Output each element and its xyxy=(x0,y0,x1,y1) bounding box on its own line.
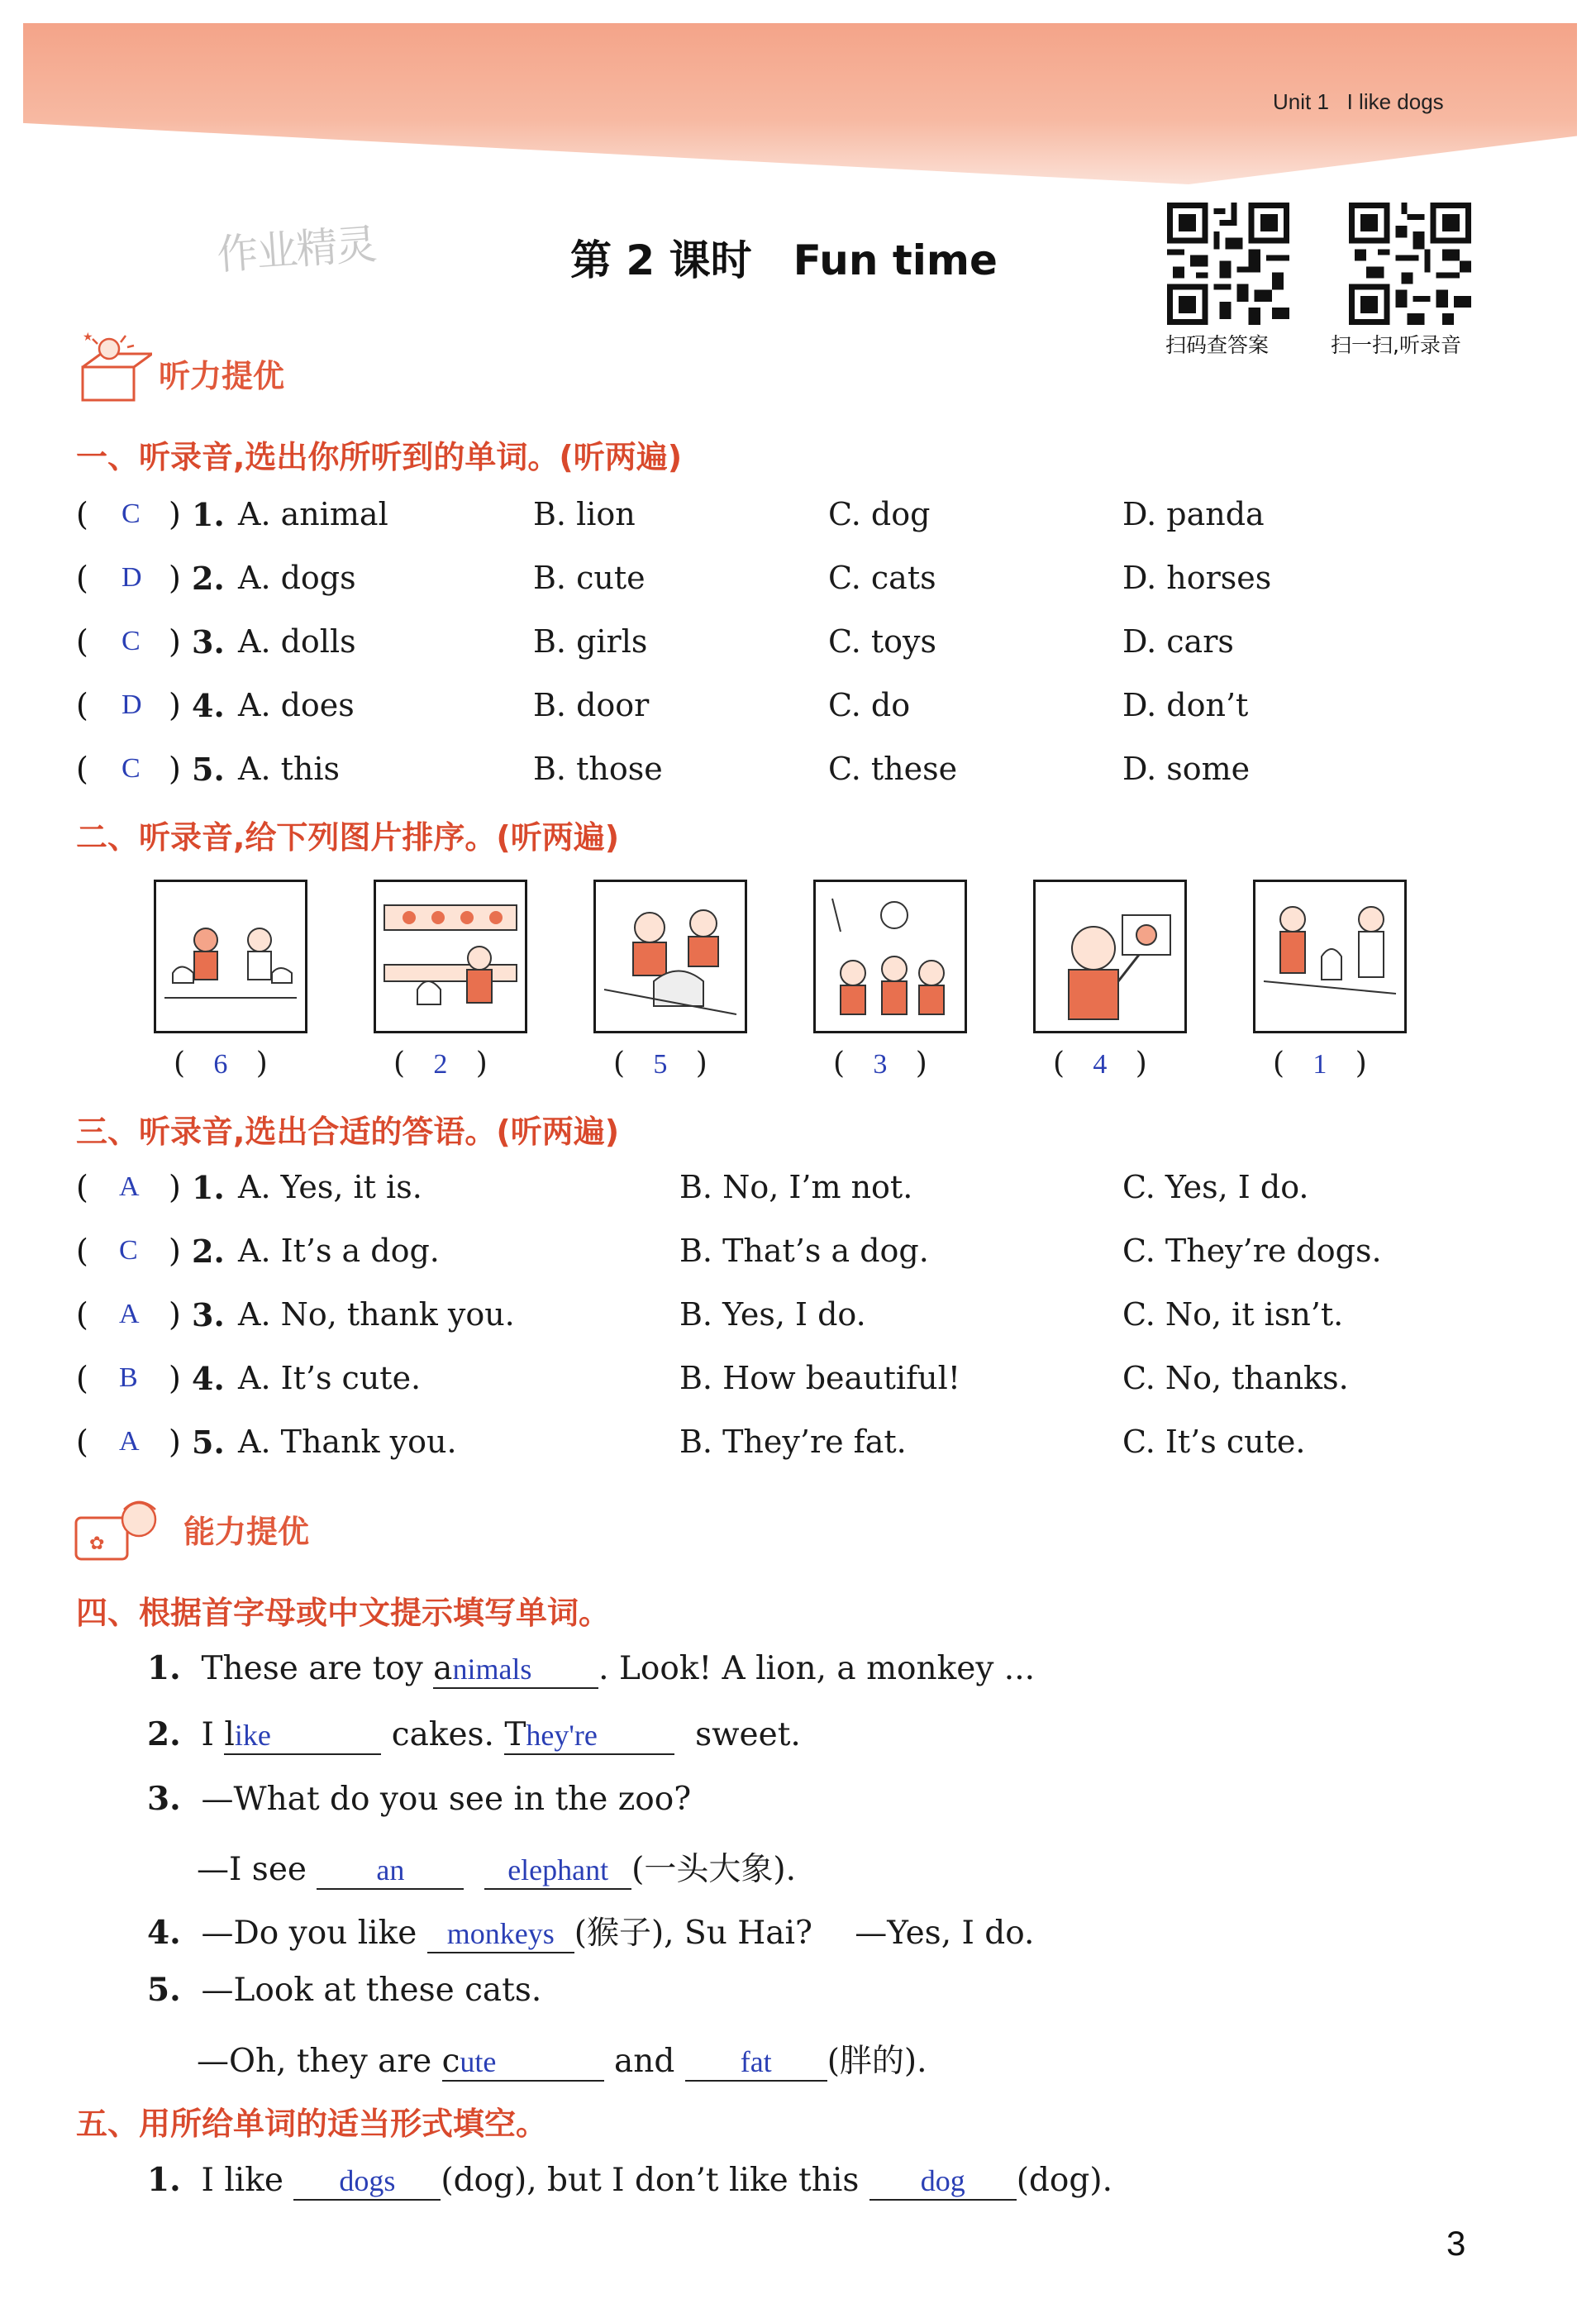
answers-qr-label: 扫码查答案 xyxy=(1165,333,1270,357)
option-b: B. those xyxy=(533,751,663,787)
question-text: and xyxy=(603,2043,685,2080)
question-number: 1. xyxy=(147,2161,181,2199)
question-text: —Do you like xyxy=(201,1915,427,1952)
option-c: C. these xyxy=(828,751,958,787)
question-text: (一头大象). xyxy=(631,1851,796,1888)
option-a: A. dolls xyxy=(238,623,356,660)
answer-mark: C xyxy=(121,498,141,529)
option-d: D. panda xyxy=(1122,496,1265,532)
option-b: B. cute xyxy=(533,560,646,596)
order-answer: 5 xyxy=(653,1049,668,1080)
option-d: D. some xyxy=(1122,751,1251,787)
question-number: 4. xyxy=(192,687,225,724)
picture-3 xyxy=(593,880,747,1033)
option-d: D. don’t xyxy=(1122,687,1249,723)
audio-qr-label: 扫一扫,听录音 xyxy=(1331,333,1461,357)
part2-heading: 二、听录音,给下列图片排序。(听两遍) xyxy=(76,819,620,856)
answer-mark: A xyxy=(119,1299,140,1329)
part1-heading: 一、听录音,选出你所听到的单词。(听两遍) xyxy=(76,439,683,475)
question-text: (猴子), Su Hai? —Yes, I do. xyxy=(574,1915,1035,1952)
answer-mark: A xyxy=(119,1426,140,1457)
answer-blank[interactable] xyxy=(869,2162,1017,2201)
form-question-1 xyxy=(147,2161,1112,2201)
audio-qr-code[interactable] xyxy=(1349,203,1471,325)
order-blank-3[interactable]: ( 5 ) xyxy=(613,1047,707,1080)
answer-text: fat xyxy=(740,2045,772,2078)
question-number: 2. xyxy=(147,1715,181,1753)
question-text: . Look! A lion, a monkey ... xyxy=(598,1650,1035,1687)
option-c: C. It’s cute. xyxy=(1122,1424,1306,1460)
answer-mark: C xyxy=(119,1235,138,1266)
option-a: A. dogs xyxy=(238,560,356,596)
fill-question-4 xyxy=(147,1907,1034,1953)
answer-mark: D xyxy=(121,562,142,593)
option-b: B. lion xyxy=(533,496,636,532)
option-c: C. They’re dogs. xyxy=(1122,1233,1382,1269)
picture-6 xyxy=(1253,880,1407,1033)
option-c: C. do xyxy=(828,687,911,723)
question-number: 1. xyxy=(192,496,225,533)
answer-text: dog xyxy=(920,2164,965,2197)
option-a: A. No, thank you. xyxy=(238,1296,515,1333)
question-number: 5. xyxy=(147,1971,181,2009)
option-a: A. It’s cute. xyxy=(238,1360,422,1396)
answer-blank[interactable] xyxy=(293,2162,441,2201)
order-blank-4[interactable]: ( 3 ) xyxy=(833,1047,927,1080)
question-text: —I see xyxy=(197,1851,317,1888)
order-blank-5[interactable]: ( 4 ) xyxy=(1053,1047,1147,1080)
question-text: I like xyxy=(201,2162,294,2199)
part4-heading: 四、根据首字母或中文提示填写单词。 xyxy=(76,1595,611,1631)
question-text: —Look at these cats. xyxy=(201,1972,542,2009)
svg-text:✿: ✿ xyxy=(89,1533,105,1554)
answer-text: nimals xyxy=(452,1653,532,1686)
question-number: 5. xyxy=(192,751,225,788)
option-d: D. horses xyxy=(1122,560,1272,596)
question-number: 3. xyxy=(147,1780,181,1818)
option-b: B. door xyxy=(533,687,650,723)
question-number: 4. xyxy=(147,1914,181,1952)
option-a: A. Yes, it is. xyxy=(238,1169,422,1205)
hint-letter: l xyxy=(224,1716,235,1753)
option-b: B. Yes, I do. xyxy=(679,1296,866,1333)
answer-text: monkeys xyxy=(446,1917,555,1950)
question-number: 5. xyxy=(192,1424,225,1461)
hint-letter: c xyxy=(441,2043,460,2080)
option-c: C. toys xyxy=(828,623,936,660)
part5-heading: 五、用所给单词的适当形式填空。 xyxy=(76,2106,548,2142)
question-number: 3. xyxy=(192,623,225,661)
hint-letter: T xyxy=(504,1716,526,1753)
unit-title: I like dogs xyxy=(1346,89,1444,114)
answer-blank[interactable] xyxy=(317,1851,464,1890)
question-text: These are toy xyxy=(201,1650,434,1687)
answer-text: ike xyxy=(234,1719,271,1752)
question-text: —Oh, they are xyxy=(197,2043,442,2080)
ability-section-icon xyxy=(73,1498,170,1567)
fill-question-2 xyxy=(147,1715,801,1755)
answer-blank[interactable] xyxy=(433,1650,598,1689)
unit-label xyxy=(1273,89,1444,115)
picture-5 xyxy=(1033,880,1187,1033)
order-answer: 3 xyxy=(873,1049,888,1080)
answer-blank[interactable] xyxy=(484,1851,631,1890)
ability-section-title: 能力提优 xyxy=(183,1514,310,1550)
question-number: 2. xyxy=(192,560,225,597)
hint-letter: a xyxy=(433,1650,453,1687)
part3-heading: 三、听录音,选出合适的答语。(听两遍) xyxy=(76,1114,620,1150)
order-answer: 6 xyxy=(213,1049,228,1080)
fill-question-5 xyxy=(147,1971,541,2009)
listening-section-icon xyxy=(76,331,152,408)
question-number: 1. xyxy=(192,1169,225,1206)
lesson-title: 第 2 课时 Fun time xyxy=(570,236,998,284)
picture-4 xyxy=(813,880,967,1033)
answer-blank[interactable] xyxy=(427,1915,574,1953)
option-a: A. this xyxy=(238,751,340,787)
answer-text: hey're xyxy=(526,1719,598,1752)
option-c: C. No, thanks. xyxy=(1122,1360,1349,1396)
order-blank-1[interactable]: ( 6 ) xyxy=(174,1047,268,1080)
question-number: 4. xyxy=(192,1360,225,1397)
question-text: —What do you see in the zoo? xyxy=(201,1781,692,1818)
order-blank-6[interactable]: ( 1 ) xyxy=(1273,1047,1367,1080)
question-text: (dog), but I don’t like this xyxy=(441,2162,869,2199)
question-number: 3. xyxy=(192,1296,225,1333)
question-text: (胖的). xyxy=(827,2043,927,2080)
answer-text: dogs xyxy=(339,2164,396,2197)
option-b: B. No, I’m not. xyxy=(679,1169,913,1205)
option-b: B. How beautiful! xyxy=(679,1360,961,1396)
option-a: A. It’s a dog. xyxy=(238,1233,440,1269)
order-answer: 2 xyxy=(433,1049,448,1080)
fill-question-3-answer-line xyxy=(197,1843,796,1890)
answer-text: ute xyxy=(460,2045,497,2078)
answer-mark: D xyxy=(121,689,142,720)
option-c: C. No, it isn’t. xyxy=(1122,1296,1344,1333)
fill-question-1 xyxy=(147,1649,1035,1689)
option-b: B. They’re fat. xyxy=(679,1424,907,1460)
answer-mark: C xyxy=(121,626,141,656)
option-d: D. cars xyxy=(1122,623,1234,660)
answer-blank[interactable] xyxy=(442,2043,604,2082)
page-number: 3 xyxy=(1446,2224,1466,2263)
order-answer: 4 xyxy=(1093,1049,1108,1080)
question-text: sweet. xyxy=(684,1716,801,1753)
picture-1 xyxy=(154,880,307,1033)
answer-blank[interactable] xyxy=(504,1716,674,1755)
order-blank-2[interactable]: ( 2 ) xyxy=(393,1047,488,1080)
watermark-logo: 作业精灵 xyxy=(215,220,378,279)
answers-qr-code[interactable] xyxy=(1167,203,1289,325)
answer-text: elephant xyxy=(507,1853,609,1886)
question-number: 2. xyxy=(192,1233,225,1270)
svg-text:★: ★ xyxy=(83,331,93,344)
option-a: A. animal xyxy=(238,496,388,532)
question-text: (dog). xyxy=(1016,2162,1112,2199)
option-a: A. does xyxy=(238,687,355,723)
answer-mark: C xyxy=(121,753,141,784)
option-b: B. girls xyxy=(533,623,648,660)
fill-question-5-answer-line xyxy=(197,2035,927,2082)
question-number: 1. xyxy=(147,1649,181,1687)
option-c: C. Yes, I do. xyxy=(1122,1169,1309,1205)
unit-number: Unit 1 xyxy=(1273,89,1329,114)
option-c: C. cats xyxy=(828,560,936,596)
answer-mark: B xyxy=(119,1362,138,1393)
answer-blank[interactable] xyxy=(224,1716,381,1755)
option-a: A. Thank you. xyxy=(238,1424,457,1460)
answer-mark: A xyxy=(119,1171,140,1202)
answer-text: an xyxy=(376,1853,405,1886)
question-text: I xyxy=(201,1716,225,1753)
option-c: C. dog xyxy=(828,496,931,532)
question-text: cakes. xyxy=(381,1716,505,1753)
order-answer: 1 xyxy=(1313,1049,1327,1080)
answer-blank[interactable] xyxy=(685,2043,827,2082)
picture-2 xyxy=(374,880,527,1033)
fill-question-3 xyxy=(147,1780,691,1818)
option-b: B. That’s a dog. xyxy=(679,1233,929,1269)
listening-section-title: 听力提优 xyxy=(159,358,285,394)
